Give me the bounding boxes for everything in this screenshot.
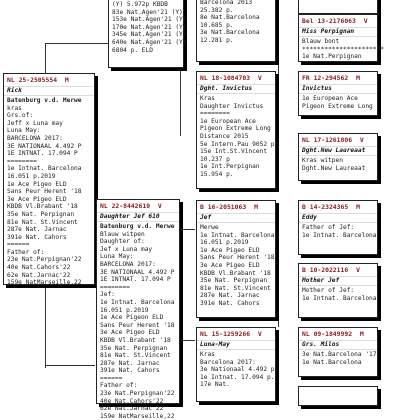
card-line: Kras (200, 351, 215, 358)
card-line: 1e Intnat. Barcelona (302, 294, 377, 302)
sex-label: M (356, 74, 360, 82)
ring-number: 16-2051063 (207, 203, 247, 211)
pigeon-name: Eddy (299, 213, 377, 223)
pedigree-card-invictus-fr[interactable] (298, 71, 378, 116)
connector-line (45, 43, 108, 44)
card-line: 12.281 p. (200, 36, 234, 44)
card-line: ======== (200, 110, 230, 118)
card-line: Sans Peur Herent '18 (100, 321, 175, 329)
card-line: 16.051 p.2019 (200, 239, 249, 247)
sex-label: M (64, 76, 69, 84)
card-line: KBDB Vl.Brabant '18 (100, 336, 171, 344)
card-line: Distance 2015 (200, 132, 249, 140)
card-line: 3e Nat.Barcelona (200, 29, 260, 37)
card-line: 159e NatMarseille,22 (100, 412, 175, 420)
card-line: 3E NATIONAAL 4.492 P (7, 142, 82, 150)
card-line: 345e Nat.Agen'21 (Y) (112, 31, 187, 39)
ring-number: 13-2176063 (317, 17, 356, 25)
pedigree-card-mother-jef[interactable] (298, 263, 378, 318)
card-line: 10.237 p (200, 155, 230, 163)
card-line: 40e Nat.Cahors'22 (7, 264, 71, 272)
card-line: 35e Nat. Perpignan (7, 210, 75, 218)
card-line: 3e Ace Pigeo ELD (100, 329, 160, 337)
ring-number: 09-1849992 (313, 330, 353, 338)
card-line: 1e Intnat. Barcelona (200, 231, 275, 239)
card-line: BARCELONA 2017: (7, 134, 63, 142)
pedigree-card-luna-may[interactable] (196, 327, 276, 402)
ring-number: B (302, 266, 306, 274)
card-line: 3E NATIONAAL 4.492 P (100, 268, 175, 276)
connector-line (180, 340, 195, 341)
card-line: 1e Ace Pigeon ELD (100, 314, 164, 322)
card-line: ======== (7, 157, 37, 165)
card-line: 391e Nat. Cahors (7, 233, 67, 241)
card-line: 81e Nat. St.Vincent (200, 284, 271, 292)
card-line: Jef: (100, 291, 115, 299)
card-line: Blauw bont (302, 38, 340, 45)
card-line: 1e European Ace (200, 117, 256, 125)
card-line: (Y) 5.972p KBDB (112, 1, 168, 8)
connector-line (278, 55, 279, 125)
connector-line (180, 229, 195, 230)
card-line: 159e NatMarseille,22 (7, 279, 82, 287)
pedigree-card-new-laureaat[interactable] (298, 133, 378, 181)
sex-label: V (359, 136, 364, 144)
card-line: 3e Ace Pigeo ELD (200, 261, 260, 269)
card-line: 1e Int.Perpignan (200, 163, 260, 171)
pigeon-name: Dght. Invictus (197, 84, 275, 94)
card-line: 3e Nationaal 4.492 p (200, 366, 275, 374)
card-line: 3e Nat.Barcelona '17 (302, 351, 377, 358)
card-line: 40e Nat.Cahors'22 (100, 397, 164, 405)
ring-number: Bel (302, 17, 314, 25)
card-line: 1e Ace Pigeo ELD (200, 246, 260, 254)
card-line: 23e Nat.Perpignan'22 (100, 390, 175, 398)
ring-number: 18-1084703 (211, 74, 251, 82)
card-line: Dght.New Laureaat (302, 164, 366, 172)
card-line: 1e Intnat. Barcelona (7, 165, 82, 173)
card-line: Luna May: (100, 253, 134, 261)
card-line: 16.051 p.2019 (7, 172, 56, 180)
card-line: 25.382 p. (200, 6, 234, 14)
card-line: 83e Nat.Agen'21 (Y) (112, 8, 183, 16)
ring-number: FR (302, 74, 310, 82)
pedigree-card-eddy[interactable] (298, 200, 378, 255)
sex-label: V (257, 330, 262, 338)
card-line: ====== (100, 374, 123, 382)
card-line: Kras witpen (302, 157, 343, 164)
card-line: 1e Ace Pigeo ELD (7, 180, 67, 188)
ring-number: NL (7, 76, 15, 84)
card-line: Grs.of: (7, 112, 34, 120)
pedigree-card-rick[interactable] (3, 73, 95, 285)
card-line: 287e Nat. Jarnac (7, 226, 67, 234)
pigeon-name: Rick (4, 86, 94, 96)
card-line: Barcelona 2017: (200, 358, 256, 366)
card-line: 170e Nat.Agen'21 (Y) (112, 23, 187, 31)
connector-line (278, 227, 279, 327)
card-line: 62e Nat.Jarnac'22 (100, 405, 164, 413)
card-line: 1E INTNAT. 17.094 P (7, 150, 78, 158)
card-line: 81e Nat. St.Vincent (100, 352, 171, 360)
ring-number: 12-294562 (313, 74, 349, 82)
sex-label: M (359, 330, 364, 338)
sex-label: V (157, 202, 162, 210)
card-line: 35e Nat. Perpignan (200, 277, 268, 285)
card-line: 6804 p. ELD (112, 46, 153, 54)
ring-number: NL (200, 74, 208, 82)
pedigree-card-milos[interactable] (298, 327, 378, 377)
ring-number: 22-8442610 (111, 202, 151, 210)
ring-number: NL (200, 330, 208, 338)
sex-label: V (363, 17, 368, 25)
card-line: 62e Nat.Jarnac'22 (7, 271, 71, 279)
pigeon-name: Invictus (299, 84, 377, 94)
card-line: 17e Nat. (200, 381, 230, 389)
ring-number: 25-2505554 (18, 76, 58, 84)
card-line: Sans Peur Herent '18 (7, 188, 82, 196)
card-line: 1e Intnat. Barcelona (302, 231, 377, 239)
card-line: Father of: (7, 248, 45, 256)
ring-number: 14-2324365 (309, 203, 349, 211)
card-line: Blauw witpen (100, 230, 145, 238)
pigeon-name: Dght.New Laureaat (299, 146, 377, 156)
card-line: Daughter Invictus (200, 102, 264, 110)
card-line: 391e Nat. Cahors (200, 299, 260, 307)
pigeon-name: Daughter Jef 610 (97, 212, 179, 222)
card-line: 640e Nat.Agen'21 (Y) (112, 38, 187, 46)
card-line: Daughter of: (100, 238, 145, 246)
ring-number: B (200, 203, 204, 211)
sex-label: M (356, 203, 360, 211)
card-line: ======== (100, 283, 130, 291)
sex-label: M (254, 203, 258, 211)
pedigree-card-bottom-partial[interactable] (298, 386, 378, 406)
card-line: Mother of Jef: (302, 287, 355, 294)
sex-label: V (257, 74, 262, 82)
card-line: 15e Int.St.Vincent (200, 148, 268, 156)
ring-number: B (302, 203, 306, 211)
ring-number: 10-2022116 (309, 266, 349, 274)
card-line: 81e Nat. St.Vincent (7, 218, 78, 226)
ring-number: 15-1259266 (211, 330, 251, 338)
card-line: 1e European Ace (302, 95, 358, 102)
card-line: Jef x Luna may (100, 245, 153, 253)
card-line: KBDB Vl.Brabant '18 (7, 203, 78, 211)
card-line: kras (7, 104, 22, 112)
card-line: Father of Jef: (302, 224, 355, 231)
pedigree-card-miss-perpignan[interactable] (298, 14, 384, 62)
card-line: 15.954 p. (200, 170, 234, 178)
card-line: 1E INTNAT. 17.094 P (100, 276, 171, 284)
card-line: 10.685 p. (200, 21, 234, 29)
card-line: Pigeon Extreme Long (302, 102, 373, 110)
card-line: Sans Peur Herent '18 (200, 254, 275, 262)
pigeon-name: Luna-May (197, 340, 275, 350)
card-line: ====== (7, 241, 30, 249)
pedigree-card-perpignan[interactable] (298, 0, 378, 14)
card-line: 16.051 p.2019 (100, 306, 149, 314)
card-line: 1e Nat.Perpignan (302, 53, 362, 61)
card-line: 1e Nat.Barcelona (302, 358, 362, 366)
card-line: Father of: (100, 382, 138, 390)
card-line: 287e Nat. Jarnac (100, 359, 160, 367)
card-line: 8e Nat.Barcelona (200, 14, 260, 22)
ring-number: NL (302, 136, 310, 144)
connector-line (45, 365, 95, 366)
card-line: Kras (200, 95, 215, 102)
ring-number: NL (100, 202, 108, 210)
card-line: 35e Nat. Perpignan (100, 344, 168, 352)
card-line: 23e Nat.Perpignan'22 (7, 256, 82, 264)
card-line: 3e Ace Pigeo ELD (7, 195, 67, 203)
ring-number: 17-1261806 (313, 136, 353, 144)
card-line: KBDB Vl.Brabant '18 (200, 269, 271, 277)
card-line: Pigeon Extreme Long (200, 125, 271, 133)
pigeon-name: Grs. Milos (299, 340, 377, 350)
pigeon-name: Mother Jef (299, 276, 377, 286)
pedigree-card-daughter-jef[interactable] (96, 199, 180, 420)
card-line: ********************** (302, 45, 384, 53)
card-line: BARCELONA 2017: (100, 260, 156, 268)
card-line: Jeff x Luna may (7, 119, 63, 127)
card-line: Luna May: (7, 127, 41, 135)
card-line: Merwe (200, 224, 219, 231)
card-line: 1e Intnat. Barcelona (100, 298, 175, 306)
card-line: 153e Nat.Agen'21 (Y) (112, 16, 187, 24)
connector-line (180, 229, 181, 389)
pedigree-card-top-partial[interactable] (108, 0, 187, 68)
card-line: 1e Intnat. 17.094 p. (200, 373, 275, 381)
card-line: 391e Nat. Cahors (100, 367, 160, 375)
breeder-name: Batenburg v.d. Merwe (100, 223, 175, 230)
pedigree-card-dght-invictus[interactable] (196, 71, 276, 189)
pigeon-name: Miss Perpignan (299, 27, 377, 37)
pedigree-card-jef[interactable] (196, 200, 276, 318)
card-line: 5e Intern.Pau 9052 p (200, 140, 275, 148)
ring-number: NL (302, 330, 310, 338)
card-line: Barcelona 2013 (200, 0, 253, 6)
breeder-name: Batenburg v.d. Merwe (7, 97, 82, 104)
pigeon-name: Jef (197, 213, 275, 223)
pedigree-card-top-mid[interactable] (196, 0, 276, 62)
sex-label: V (356, 266, 360, 274)
card-line: 287e Nat. Jarnac (200, 292, 260, 300)
connector-line (278, 335, 279, 365)
